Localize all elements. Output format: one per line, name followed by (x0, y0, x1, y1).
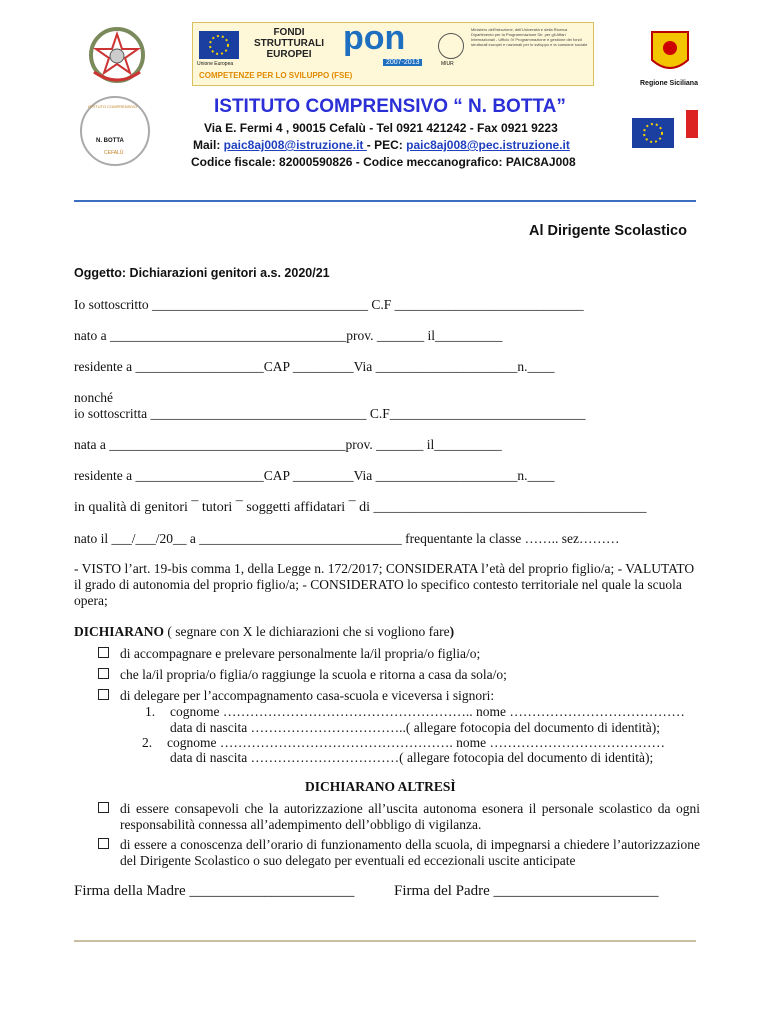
ue-label: Unione Europea (197, 61, 234, 67)
subject: Oggetto: Dichiarazioni genitori a.s. 2020/21 (74, 266, 330, 280)
school-logo (80, 96, 150, 166)
mail-link[interactable]: paic8aj008@istruzione.it (223, 138, 367, 152)
dichiarano-heading (74, 624, 454, 640)
delegate-1-num: 1. (145, 704, 156, 719)
mother-birth-field[interactable]: nata a ___________________________________prov. _______ il__________ (74, 437, 502, 452)
option-autonomo[interactable] (98, 667, 698, 683)
dichiarano-note-end: ) (449, 624, 455, 639)
option-accompagnare[interactable] (98, 646, 698, 662)
pon-years: 2007-2013 (383, 59, 422, 66)
dichiarano-title: DICHIARANO (74, 624, 165, 639)
school-logo-text-mid: N. BOTTA (96, 138, 124, 144)
pon-banner (192, 19, 594, 86)
mother-residence-field[interactable]: residente a ___________________CAP _________Via _____________________n.____ (74, 468, 555, 483)
regione-siciliana-logo (650, 30, 690, 76)
father-residence-field[interactable]: residente a ___________________CAP _________Via _____________________n.____ (74, 359, 555, 374)
altresi-title: DICHIARANO ALTRESÌ (305, 779, 456, 794)
fondi-line-3: EUROPEI (266, 49, 312, 60)
school-logo-text-bottom: CEFALÙ (104, 150, 124, 156)
school-address: Via E. Fermi 4 , 90015 Cefalù - Tel 0921 421242 - Fax 0921 9223 (204, 121, 558, 135)
pec-link[interactable]: paic8aj008@pec.istruzione.it (406, 138, 570, 152)
option-label: di accompagnare e prelevare personalmente la/il propria/o figlia/o; (120, 646, 481, 661)
altresi-option-1[interactable] (98, 801, 700, 832)
mail-label: Mail: (193, 138, 224, 152)
codes-line: Codice fiscale: 82000590826 - Codice meccanografico: PAIC8AJ008 (191, 155, 576, 169)
italian-flag-icon (680, 110, 698, 138)
miur-emblem-icon (438, 33, 464, 59)
delegate-1-birth-field[interactable]: data di nascita ……………………………..( allegare fotocopia del documento di identità); (170, 720, 660, 735)
option-label: che la/il propria/o figlia/o raggiunge la scuola e ritorna a casa da sola/o; (120, 667, 507, 682)
school-name: ISTITUTO COMPRENSIVO “ N. BOTTA” (214, 96, 566, 117)
fondi-text (253, 27, 325, 60)
regione-label: Regione Siciliana (640, 80, 698, 87)
option-label: di essere a conoscenza dell’orario di funzionamento della scuola, di impegnarsi a chiedere l’autorizzazione del Dirigente Scolastico o suo delegato per eventuali ed eccezionali uscite anticipate (120, 837, 700, 868)
father-name-field[interactable]: Io sottoscritto ________________________________ C.F ____________________________ (74, 297, 584, 312)
option-label: di essere consapevoli che la autorizzazione all’uscita autonoma esonera il personale scolastico da ogni responsabilità connessa all’adempimento dell’obbligo di vigilanza. (120, 801, 700, 832)
eu-flag-icon (199, 31, 239, 59)
miur-label: MIUR (441, 61, 454, 67)
dichiarano-note: ( segnare con X le dichiarazioni che si vogliono fare (164, 624, 450, 639)
option-label: di delegare per l’accompagnamento casa-scuola e viceversa i signori: (120, 688, 495, 703)
fondi-line-1: FONDI (273, 27, 305, 38)
checkbox[interactable] (98, 647, 109, 658)
child-birth-field[interactable]: nato il ___/___/20__ a ______________________________ frequentante la classe …….. sez……… (74, 531, 620, 546)
fondi-line-2: STRUTTURALI (254, 38, 324, 49)
option-delegare[interactable] (98, 688, 698, 704)
mother-name-field[interactable]: io sottoscritta ________________________________ C.F_____________________________ (74, 406, 586, 421)
header-rule (74, 200, 696, 202)
ministry-text: Ministero dell'Istruzione, dell'Università e della Ricerca Dipartimento per la Programmazione Dir. per gli Affari Internazionali - Ufficio IV Programmazione e gestione dei fondi strutturali europei e nazionali per lo sviluppo e la coesione sociale (471, 27, 588, 47)
father-birth-field[interactable]: nato a ___________________________________prov. _______ il__________ (74, 328, 503, 343)
checkbox[interactable] (98, 689, 109, 700)
delegate-2-name-field[interactable]: cognome ……………………………………………. nome ………………………………… (167, 735, 665, 750)
footer-rule (74, 940, 696, 942)
eu-flag-icon (632, 118, 674, 148)
altresi-option-2[interactable] (98, 837, 700, 868)
school-logo-text-top: ISTITUTO COMPRENSIVO (88, 104, 138, 109)
checkbox[interactable] (98, 838, 109, 849)
competenze-bar: COMPETENZE PER LO SVILUPPO (FSE) (199, 71, 353, 80)
pec-label: - PEC: (366, 138, 407, 152)
pon-logo: pon (343, 19, 406, 57)
father-signature-field[interactable]: Firma del Padre ______________________ (394, 883, 659, 899)
delegate-2-birth-field[interactable]: data di nascita ……………………………( allegare fotocopia del documento di identità); (170, 750, 654, 765)
checkbox[interactable] (98, 802, 109, 813)
premises-text: - VISTO l’art. 19-bis comma 1, della Legge n. 172/2017; CONSIDERATA l’età del proprio figlio/a; - VALUTATO il grado di autonomia del proprio figlio/a; - CONSIDERATO lo specifico contesto territoriale nel quale la scuola opera; (74, 561, 695, 608)
contact-line (193, 138, 570, 152)
delegate-1-name-field[interactable]: cognome ……………………………………………….. nome ………………………………… (170, 704, 685, 719)
checkbox[interactable] (98, 668, 109, 679)
recipient: Al Dirigente Scolastico (529, 223, 687, 239)
role-field[interactable]: in qualità di genitori ¯ tutori ¯ soggetti affidatari ¯ di _______________________________________ (74, 500, 647, 515)
italian-republic-emblem (86, 22, 148, 88)
nonche-label: nonché (74, 390, 113, 405)
delegate-2-num: 2. (142, 735, 153, 750)
mother-signature-field[interactable]: Firma della Madre ______________________ (74, 883, 355, 899)
